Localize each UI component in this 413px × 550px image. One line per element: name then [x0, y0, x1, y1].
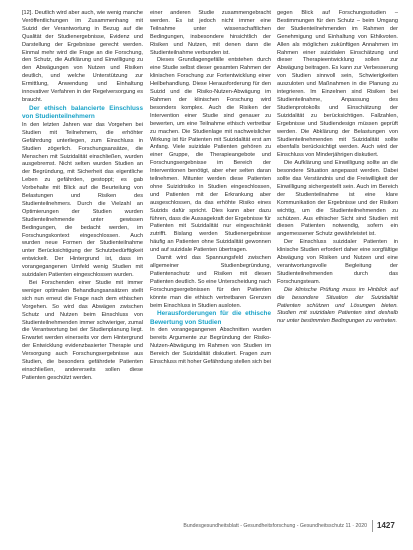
- paragraph: Bei Forschenden einer Studie mit immer weniger optimalen Behandlungsansätzen stellt sich nun erneut die Frage nach dem ethischen Vorgehen. So wird das Abwägen zwischen Schutz und Nutzen beim Einschluss von Studienteilnehmenden immer schwieriger, zumal die Verantwortung bei der Studienplanung liegt. Erwartet werden einerseits vor dem Hintergrund der Entwicklung evidenzbasierter Therapie und Versorgung auch Forschungsergebnisse aus Studien, die besonders gefährdete Patienten einschließen, andererseits sollen diese Patienten geschützt werden.: [22, 280, 143, 381]
- section-heading: Herausforderungen für die ethische Bewertung von Studien: [150, 310, 271, 326]
- paragraph: Die Aufklärung und Einwilligung sollte an die besondere Situation angepasst werden. Dabei sollte das Verständnis und die Freiwilligkeit der Einwilligung sichergestellt sein. Auch im Bereich der Studienteilnahme ist eine klare Kommunikation der Ergebnisse und der Risiken wichtig, um die Studienteilnehmenden zu schützen. Aus ethischer Sicht sind Studien mit diesen Patienten notwendig, sofern ein angemessener Schutz gewährleistet ist.: [277, 160, 398, 238]
- paragraph: Dieses Grundlagengefälle entstehen durch eine Studie selbst dieser gesamten Rahmen der klinischen Forschung zur Fortentwicklung einer Heilbehandlung. Diese Herausforderung für den Suizid und die Risiko-Nutzen-Abwägung im Rahmen der klinischen Forschung wird besonders komplex. Auch die Risiken der Intervention einer Studie sind genauer zu bewerten, um eine Teilnahme ethisch vertretbar zu machen. Die Studienlage mit nachweislicher Wirkung ist für Patienten mit Suizidalität erst am Anfang. Viele suizidale Patienten gehören zu einer Gruppe, die Therapieangebote und Forschungsergebnisse im Bereich der Interventionen benötigt, aber eher selten daran teilnehmen. Mitunter werden diese Patienten ohne Suizidrisiko in Studien eingeschlossen, und Patienten mit der Erkrankung aber ausgeschlossen, da das erhöhte Risiko eines Suizids dafür spricht. Dies kann aber dazu führen, dass die Aussagekraft der Ergebnisse für Patienten mit Suizidalität nur eingeschränkt zutrifft. Bislang werden Studienergebnisse häufig an Patienten ohne Suizidalität gewonnen und auf suizidale Patienten übertragen.: [150, 57, 271, 254]
- paragraph: gegen Blick auf Forschungsstudien – Bestimmungen für den Schutz – beim Umgang der Studienteilnehmenden im Rahmen der Genehmigung und Einhaltung von Ethikvoten. Allen als möglichen zukünftigen Annahmen im Rahmen einer suizidalen Einschätzung und dieser Therapieentwicklung sollen zur Abwägung beitragen. Es kann zur Verbesserung von Studien sinnvoll sein, Schwierigkeiten auszuloten und Maßnahmen in die Planung zu integrieren. Im Einzelnen sind Risiken bei Studienteilnahme, Anpassung des Studienprotokolls und Einschätzung der Suizidalität zu berücksichtigen. Fallzahlen, Ergebnisse und Studiendesign müssen geprüft werden. Die Abklärung der Belastungen von Studienteilnehmenden mit Suizidalität sollte ebenfalls berücksichtigt werden. Auch wird der Einschluss von Minderjährigen diskutiert.: [277, 10, 398, 159]
- section-heading: Der ethisch balancierte Einschluss von Studienteilnehmern: [22, 104, 143, 121]
- text-column-2: [150, 10, 271, 367]
- paragraph: Der Einschluss suizidaler Patienten in klinische Studien erfordert daher eine sorgfältige Abwägung von Risiken und Nutzen und eine verantwortungsvolle Begleitung der Studienteilnehmenden durch das Forschungsteam.: [277, 239, 398, 285]
- journal-citation: Bundesgesundheitsblatt - Gesundheitsforschung - Gesundheitsschutz 11 · 2020: [183, 523, 367, 529]
- text-column-1: [22, 10, 143, 383]
- page-number: 1427: [377, 521, 395, 530]
- paragraph: In den vorangegangenen Abschnitten wurden bereits Argumente zur Begründung der Risiko-Nutzen-Abwägung im Rahmen von Studien im Bereich der Suizidalität diskutiert. Fragen zum Einschluss mit hoher Gefährdung stellen sich bei: [150, 327, 271, 366]
- page-footer: [0, 518, 413, 534]
- paragraph: einer anderen Studie zusammengebracht werden. Es ist jedoch nicht immer eine Teilnahme unter wissenschaftlichen Bedingungen, insbesondere hinsichtlich der Risiken und Nutzen, mit denen dann die Studienteilnahme verbunden ist.: [150, 10, 271, 56]
- paragraph: [12]. Deutlich wird aber auch, wie wenig manche Veröffentlichungen im Zusammenhang mit Suizid der Verantwortung in Bezug auf die Qualität der Studienergebnisse, Evidenz und Darstellung der Ergebnisse gerecht werden. Einmal mehr wird die Frage an die Forschung, den Schutz, die Aufklärung und Einwilligung zu den Abwägungen von Nutzen und Risiken deutlich, und welche Unterstützung zur Ermittlung, Anwendung und Einhaltung innovativer Verfahren in der Regelversorgung es braucht.: [22, 10, 143, 103]
- paragraph: In den letzten Jahren war das Vorgehen bei Studien mit Teilnehmern, die erhöhter Gefährdung unterliegen, zum Einschluss in Studien zögerlich. Forschungsansätze, die Menschen mit Suizidalität einschließen, wurden ausgebremst. Nicht selten wurden Studien an der Begründung, mit Sicherheit das eigentliche Leben zu gefährden, gestoppt; es gab Vorbehalte mit Blick auf die Beurteilung von Belastungen und Risiken des Studienteilnehmers. Durch die Vielzahl an Optimierungen der Studien wurden Studienteilnehmende unter gewissen Bedingungen, die bedacht werden, im Forschungskontext eingeschlossen. Auch wurden neue Formen der Studienteilnahme unter Berücksichtigung der Schutzbedürftigkeit entwickelt. Der Hintergrund ist, dass im vorangegangenen Umfeld wenig Studien mit suizidalen Patienten eingeschlossen wurden.: [22, 121, 143, 279]
- paragraph: Die klinische Prüfung muss im Hinblick auf die besondere Situation der Suizidalität Patienten schützen und Lösungen bieten. Studien mit suizidalen Patienten sind deshalb nur unter bestimmten Bedingungen zu vertreten.: [277, 286, 398, 325]
- footer-divider: [372, 520, 373, 532]
- paragraph: Damit wird das Spannungsfeld zwischen allgemeiner Studienbegründung, Patientenschutz und Risiken mit diesen Patienten deutlich. So eine Unterscheidung nach Forschungsergebnissen für den Patienten könnte man die ethisch vertretbaren Grenzen beim Einschluss in Studien ausloten.: [150, 255, 271, 309]
- text-column-3: [277, 10, 398, 326]
